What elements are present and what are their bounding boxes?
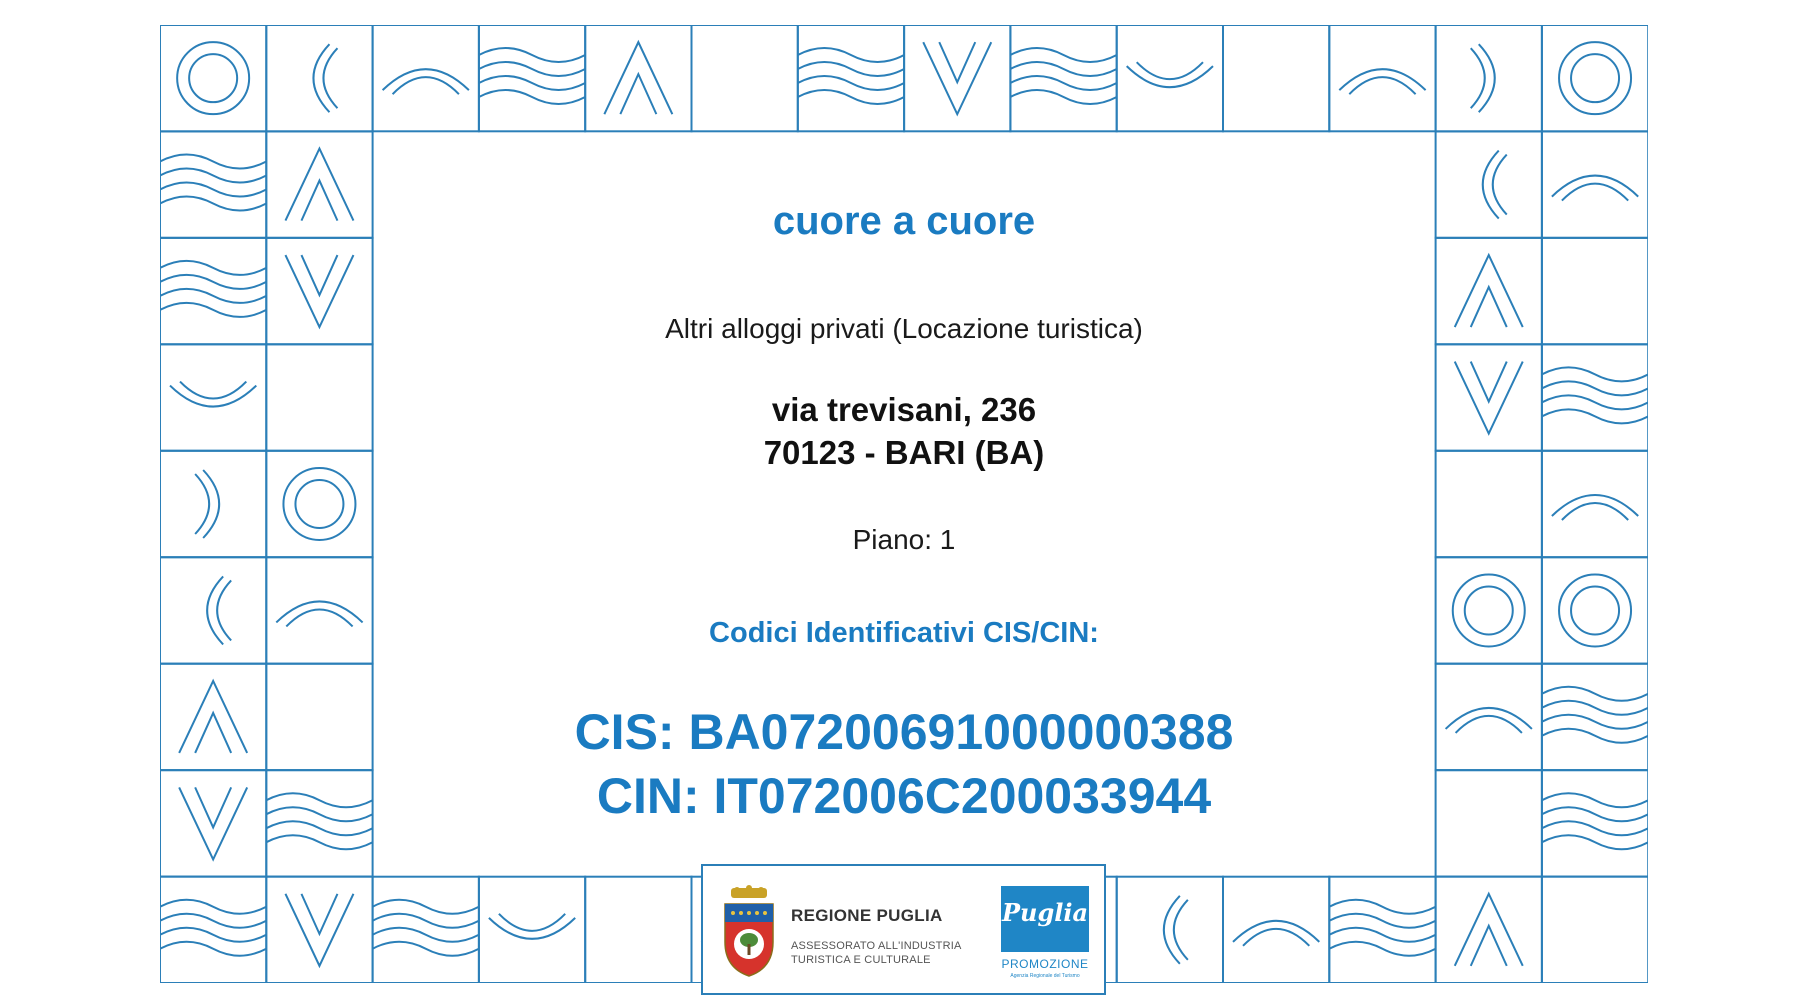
coat-of-arms-icon <box>719 884 779 980</box>
region-name: REGIONE PUGLIA <box>791 906 943 925</box>
footer-logos <box>701 864 1106 995</box>
cin-code: CIN: IT072006C200033944 <box>596 768 1212 824</box>
property-name: cuore a cuore <box>772 199 1036 243</box>
address-street: via trevisani, 236 <box>771 391 1037 428</box>
cis-code: CIS: BA07200691000000388 <box>574 704 1234 760</box>
accommodation-type: Altri alloggi privati (Locazione turistica) <box>665 313 1143 344</box>
region-subtitle-line1: ASSESSORATO ALL'INDUSTRIA <box>791 940 962 952</box>
promozione-label: PROMOZIONE <box>1001 957 1089 971</box>
region-subtitle-line2: TURISTICA E CULTURALE <box>791 954 931 966</box>
address-city: 70123 - BARI (BA) <box>763 434 1045 471</box>
promozione-subtitle: Agenzia Regionale del Turismo <box>1010 973 1080 979</box>
floor-info: Piano: 1 <box>852 524 956 555</box>
puglia-logo-text: Puglia <box>1001 898 1089 927</box>
listing-panel <box>374 133 1434 875</box>
codes-heading: Codici Identificativi CIS/CIN: <box>709 617 1099 649</box>
